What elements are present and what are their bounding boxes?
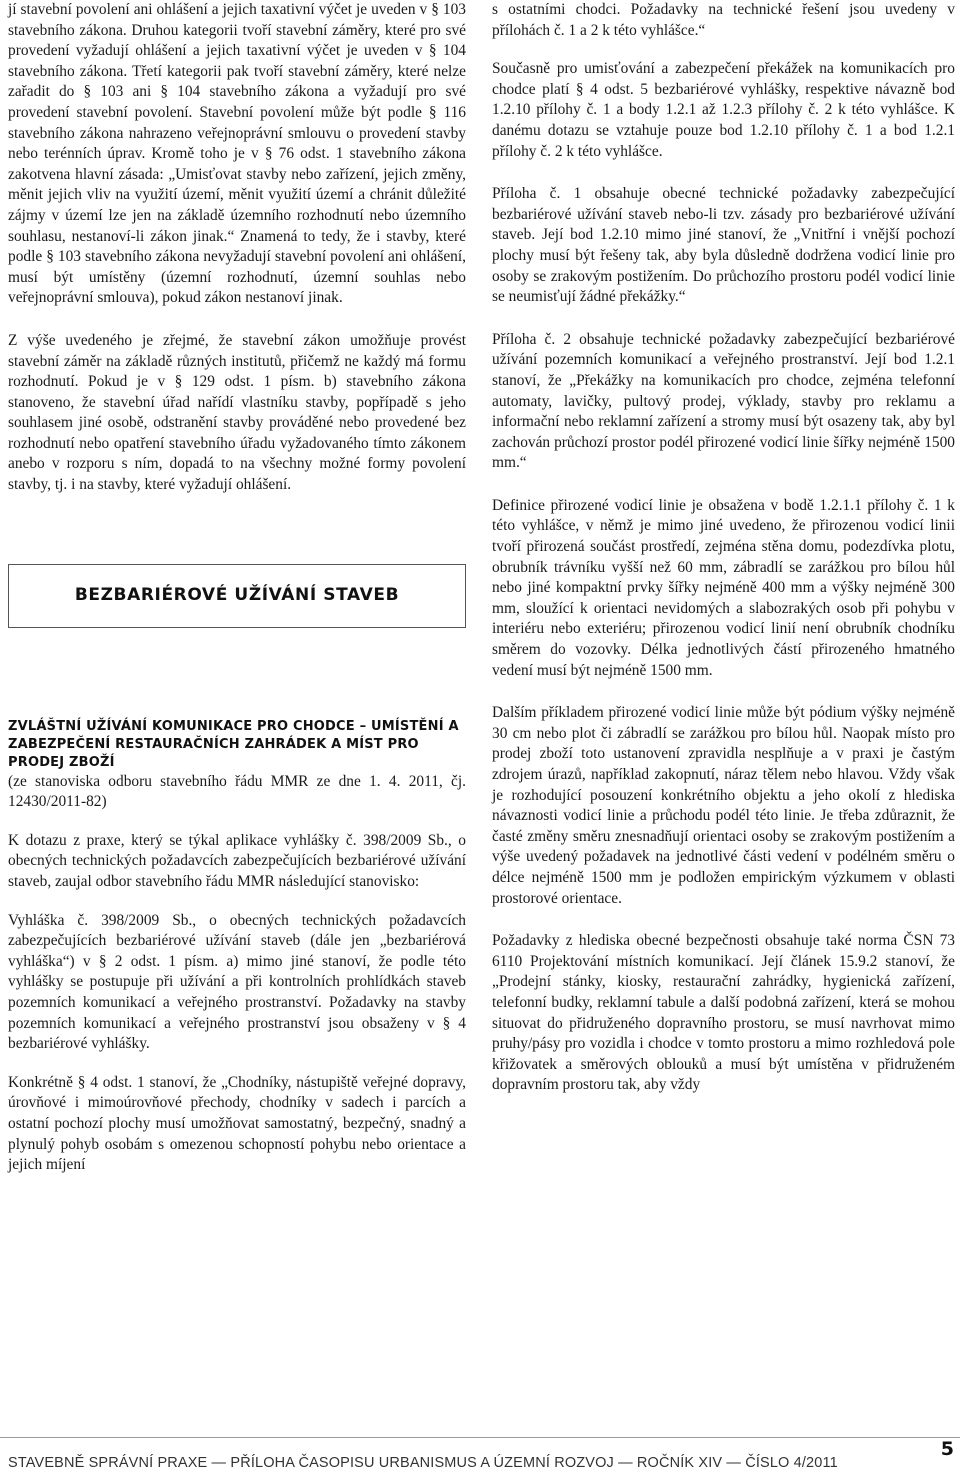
page-number: 5	[940, 1438, 954, 1460]
paragraph: Příloha č. 1 obsahuje obecné technické požadavky zabezpečující bezbariérové užívání staveb nebo-li tzv. zásady pro bezbariérové užívání staveb. Její bod 1.2.10 mimo jiné stanoví, že „Vnitřní i vnější pochozí plochy musí být řešeny tak, aby byla důsledně dodržena vodicí linie pro osoby se zrakovým postižením. Do průchozího prostoru podél vodicí linie se neumisťují žádné překážky.“	[492, 185, 955, 306]
paragraph: Požadavky z hlediska obecné bezpečnosti obsahuje také norma ČSN 73 6110 Projektování místních komunikací. Její článek 15.9.2 stanoví, že „Prodejní stánky, kiosky, restaurační zahrádky, hygienická zařízení, telefonní budky, reklamní tabule a další podobná zařízení, která se mohou situovat do přidruženého dopravního prostoru, se musí navrhovat mimo pruhy/pásy pro vozidla i chodce v tomto prostoru a mimo rozhledová pole křižovatek a směrových oblouků a musí být umístěna v přidruženém dopravním prostoru tak, aby vždy	[492, 932, 955, 1094]
page-footer: STAVEBNĚ SPRÁVNÍ PRAXE — PŘÍLOHA ČASOPISU URBANISMUS A ÚZEMNÍ ROZVOJ — ROČNÍK XIV — ČÍSLO 4/2011	[8, 1455, 838, 1471]
footer-divider	[0, 1437, 960, 1438]
paragraph: Vyhláška č. 398/2009 Sb., o obecných technických požadavcích zabezpečujících bezbariérové užívání staveb (dále jen „bezbariérová vyhláška“) v § 2 odst. 1 písm. a) mimo jiné stanoví, že podle této vyhlášky se postupuje při užívání a při kontrolních prohlídkách staveb pozemních komunikací a veřejného prostranství. Požadavky na stavby pozemních komunikací a veřejného prostranství jsou obsaženy v § 4 bezbariérové vyhlášky.	[8, 911, 466, 1053]
paragraph: jí stavební povolení ani ohlášení a jejich taxativní výčet je uveden v § 103 stavebního zákona. Druhou kategorii tvoří stavební záměry, které pro své provedení vyžadují ohlášení a jejich taxativní výčet je uveden v § 104 stavebního zákona. Třetí kategorii pak tvoří stavební záměry, které nelze zařadit do § 103 ani § 104 stavebního zákona a vyžadují pro své provedení stavební povolení. Stavební povolení může být podle § 116 stavebního zákona nahrazeno veřejnoprávní smlouvu o provedení stavby nebo terénních úprav. Kromě toho je v § 76 odst. 1 stavebního zákona zakotvena hlavní zásada: „Umisťovat stavby nebo zařízení, jejich změny, měnit jejich vliv na využití území, měnit využití území a chránit důležité zájmy v území lze jen na základě územního rozhodnutí nebo územního souhlasu, nestanoví-li zákon jinak.“ Znamená to tedy, že i stavby, které podle § 103 stavebního zákona nevyžadují stavební povolení ani ohlášení, musí být umístěny (územní rozhodnutí, územní souhlas nebo veřejnoprávní smlouva), pokud zákon nestanoví jinak.	[8, 1, 466, 307]
section-title: BEZBARIÉROVÉ UŽÍVÁNÍ STAVEB	[74, 585, 400, 606]
left-column	[8, 0, 466, 1176]
paragraph: s ostatními chodci. Požadavky na technické řešení jsou uvedeny v přílohách č. 1 a 2 k této vyhlášce.“	[492, 1, 955, 39]
section-title-box	[8, 564, 466, 628]
paragraph: Příloha č. 2 obsahuje technické požadavky zabezpečující bezbariérové užívání pozemních komunikací a veřejného prostranství. Její bod 1.2.1 stanoví, že „Překážky na komunikacích pro chodce, zejména telefonní automaty, lavičky, pultový prodej, výklady, stavby pro reklamu a informační nebo reklamní zařízení a stromy musí být osazeny tak, aby byl zachován průchozí prostor podél přirozené vodicí linie šířky nejméně 1500 mm.“	[492, 330, 955, 472]
paragraph: (ze stanoviska odboru stavebního řádu MMR ze dne 1. 4. 2011, čj. 12430/2011-82)	[8, 772, 466, 811]
paragraph: K dotazu z praxe, který se týkal aplikace vyhlášky č. 398/2009 Sb., o obecných technických požadavcích zabezpečujících bezbariérové užívání staveb, zaujal odbor stavebního řádu MMR následující stanovisko:	[8, 831, 466, 891]
right-column	[492, 0, 955, 1096]
paragraph: Konkrétně § 4 odst. 1 stanoví, že „Chodníky, nástupiště veřejné dopravy, úrovňové i mimoúrovňové přechody, chodníky v sadech i parcích a ostatní pochozí plochy musí umožňovat samostatný, bezpečný, snadný a plynulý pohyb osobám s omezenou schopností pohybu nebo orientace a jejich míjení	[8, 1073, 466, 1174]
subheading: ZVLÁŠTNÍ UŽÍVÁNÍ KOMUNIKACE PRO CHODCE – UMÍSTĚNÍ A ZABEZPEČENÍ RESTAURAČNÍCH ZAHRÁDEK A MÍST PRO PRODEJ ZBOŽÍ	[8, 718, 459, 770]
paragraph: Definice přirozené vodicí linie je obsažena v bodě 1.2.1.1 přílohy č. 1 k této vyhlášce, v němž je mimo jiné uvedeno, že přirozenou vodicí linii tvoří přirozená součást prostředí, zejména stěna domu, podezdívka plotu, obrubník trávníku vyšší než 60 mm, zábradlí se zarážkou pro bílou hůl nebo jiné kompaktní prvky šířky nejméně 400 mm a výšky nejméně 300 mm, sloužící k orientaci nevidomých a slabozrakých osob při pohybu v interiéru nebo exteriéru; přirozenou vodicí linií není obrubník chodníku směrem do vozovky. Délka jednotlivých částí přirozeného hmatného vedení musí být nejméně 1500 mm.	[492, 496, 955, 679]
paragraph: Současně pro umisťování a zabezpečení překážek na komunikacích pro chodce platí § 4 odst. 5 bezbariérové vyhlášky, respektive návazně bod 1.2.10 přílohy č. 1 a body 1.2.1 až 1.2.3 přílohy č. 2 k této vyhlášce. K danému dotazu se vztahuje pouze bod 1.2.10 přílohy č. 1 a bod 1.2.1 přílohy č. 2 k této vyhlášce.	[492, 60, 955, 160]
paragraph: Dalším příkladem přirozené vodicí linie může být pódium výšky nejméně 30 cm nebo plot či zábradlí se zarážkou pro bílou hůl. Naopak místo pro prodej zboží toto ustanovení zpravidla nesplňuje a v praxi je častým zdrojem úrazů, například zakopnutí, náraz tělem nebo hlavou. Vždy však je rozhodující posouzení konkrétního objektu a jeho okolí z hlediska návaznosti vodicí linie a průchodu podél této linie. Je třeba zdůraznit, že časté změny směru znesnadňují orientaci osoby se zrakovým postižením a výše uvedený požadavek na jednotlivé části vedení v podélném směru o délce nejméně 1500 mm je podložen empirickým výzkumem v oblasti prostorové orientace.	[492, 704, 955, 907]
paragraph: Z výše uvedeného je zřejmé, že stavební zákon umožňuje provést stavební záměr na základě různých institutů, přičemž ne každý má formu rozhodnutí. Pokud je v § 129 odst. 1 písm. b) stavebního zákona stanoveno, že stavební úřad nařídí vlastníku stavby, popřípadě s jeho souhlasem jiné osobě, odstranění stavby prováděné nebo provedené bez rozhodnutí nebo opatření stavebního úřadu vyžadovaného tímto zákonem anebo v rozporu s ním, dopadá to na všechny možné formy povolení stavby, tj. i na stavby, které vyžadují ohlášení.	[8, 331, 466, 494]
